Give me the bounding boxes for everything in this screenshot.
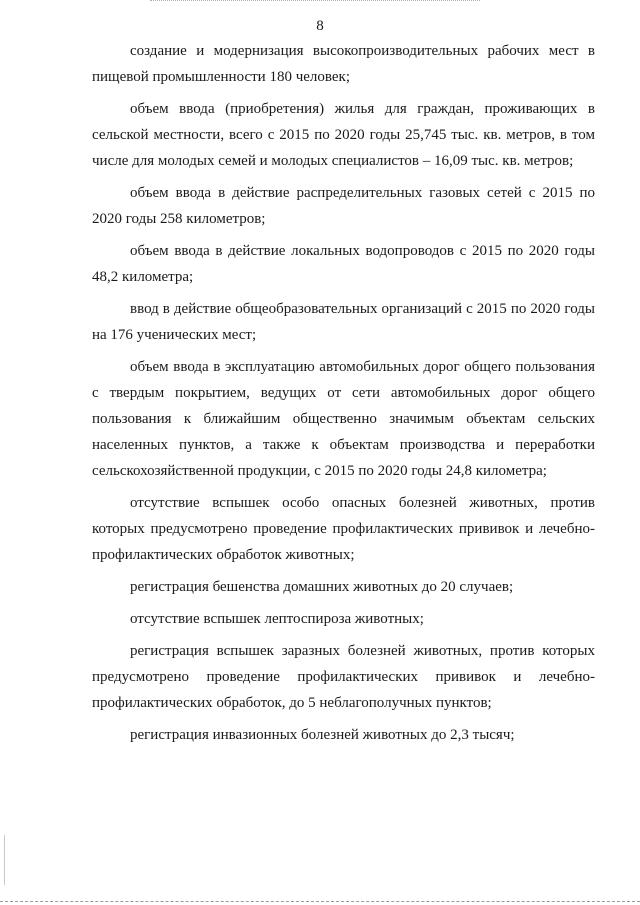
- paragraph: создание и модернизация высокопроизводительных рабочих мест в пищевой промышленности 180 человек;: [92, 43, 595, 85]
- paragraph: объем ввода (приобретения) жилья для граждан, проживающих в сельской местности, всего с 2015 по 2020 годы 25,745 тыс. кв. метров, в том числе для молодых семей и молодых специалистов – 16,09 тыс. кв. метров;: [92, 101, 595, 169]
- scan-edge-left: [4, 835, 5, 885]
- paragraph: объем ввода в действие локальных водопроводов с 2015 по 2020 годы 48,2 километра;: [92, 243, 595, 285]
- paragraph: объем ввода в действие распределительных газовых сетей с 2015 по 2020 годы 258 километров;: [92, 185, 595, 227]
- paragraph: регистрация вспышек заразных болезней животных, против которых предусмотрено проведение профилактических прививок и лечебно-профилактических обработок, до 5 неблагополучных пунктов;: [92, 643, 595, 711]
- scan-edge-top: [150, 0, 480, 1]
- scan-edge-bottom: [0, 901, 640, 902]
- paragraph: отсутствие вспышек лептоспироза животных;: [130, 611, 424, 627]
- document-body: [92, 38, 595, 748]
- paragraph: отсутствие вспышек особо опасных болезней животных, против которых предусмотрено проведение профилактических прививок и лечебно-профилактических обработок животных;: [92, 495, 595, 563]
- paragraph: объем ввода в эксплуатацию автомобильных дорог общего пользования с твердым покрытием, ведущих от сети автомобильных дорог общего пользования к ближайшим общественно значимым объектам сельских населенных пунктов, а также к объектам производства и переработки сельскохозяйственной продукции, с 2015 по 2020 годы 24,8 километра;: [92, 359, 595, 479]
- paragraph: регистрация бешенства домашних животных до 20 случаев;: [130, 579, 514, 595]
- paragraph: регистрация инвазионных болезней животных до 2,3 тысяч;: [130, 727, 515, 743]
- paragraph: ввод в действие общеобразовательных организаций с 2015 по 2020 годы на 176 ученических мест;: [92, 301, 595, 343]
- page-number: 8: [316, 18, 324, 34]
